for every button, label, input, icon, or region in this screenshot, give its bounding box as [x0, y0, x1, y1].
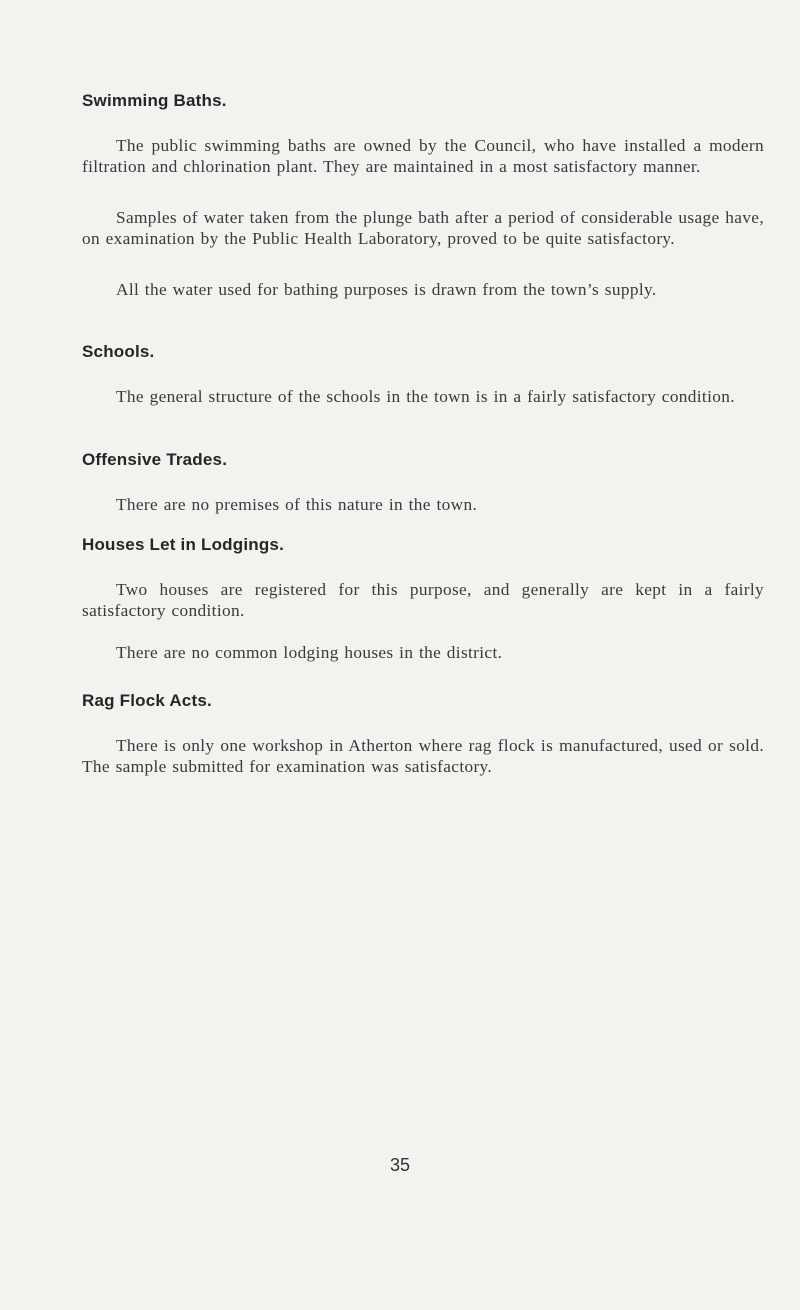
section-heading-rag-flock-acts: Rag Flock Acts.	[82, 691, 212, 710]
paragraph-swimming-baths-plant: The public swimming baths are owned by the Council, who have installed a modern filtration and chlorination plant. They are maintained in a most satisfactory manner.	[82, 136, 764, 176]
paragraph-swimming-baths-samples: Samples of water taken from the plunge bath after a period of considerable usage have, on examination by the Public Health Laboratory, proved to be quite satisfactory.	[82, 208, 764, 248]
section-heading-swimming-baths: Swimming Baths.	[82, 91, 227, 110]
section-heading-offensive-trades: Offensive Trades.	[82, 450, 228, 469]
section-heading-schools: Schools.	[82, 342, 155, 361]
section-heading-houses-let-in-lodgings: Houses Let in Lodgings.	[82, 535, 284, 554]
paragraph-offensive-trades: There are no premises of this nature in the town.	[116, 495, 478, 514]
paragraph-houses-registered: Two houses are registered for this purpose, and generally are kept in a fairly satisfactory condition.	[82, 580, 764, 620]
paragraph-swimming-baths-water-supply: All the water used for bathing purposes is drawn from the town’s supply.	[116, 280, 657, 299]
paragraph-rag-flock-workshop: There is only one workshop in Atherton where rag flock is manufactured, used or sold. The sample submitted for examination was satisfactory.	[82, 736, 764, 776]
paragraph-common-lodging-houses: There are no common lodging houses in the district.	[116, 643, 503, 662]
page-number: 35	[389, 1155, 411, 1175]
paragraph-schools: The general structure of the schools in the town is in a fairly satisfactory condition.	[116, 387, 735, 406]
